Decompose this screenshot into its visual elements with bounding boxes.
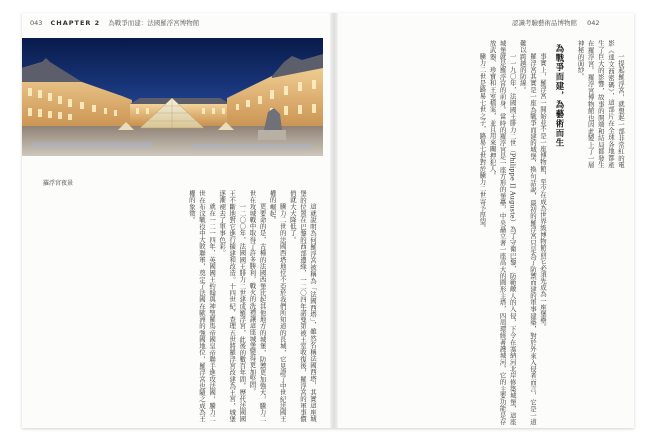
chapter-title: 為戰爭而建：法國羅浮宮博物館 — [108, 19, 200, 27]
right-intro-paragraph — [568, 40, 626, 168]
photo-caption: 羅浮宮夜景 — [43, 180, 74, 187]
body-paragraph: 騰力二世是路易七世之子，路易七世對於騰力二世寄予厚望。 — [478, 52, 487, 231]
intro-text: 一提起羅浮宮，就想起一部非常紅的電影《達文西密碼》，這部片在全球各地都產生了巨大的影響，故事的開端和結局都發生在羅浮宮。羅浮宮博物館也因此變上了一層神秘的面紗。 — [576, 40, 625, 168]
right-page-header — [512, 18, 600, 27]
right-body-text — [378, 40, 548, 425]
left-body-text — [40, 190, 318, 422]
body-paragraph: 這就說明為何羅浮宮被稱為「法國西塔」，雖然名稱法國西塔，其實這座城堡的位置在巴黎的西部邊緣，一二〇四年諾曼第被王室收復後，羅浮宮的軍事價值就大大降低了。 — [288, 190, 317, 422]
louvre-night-photo — [22, 38, 323, 156]
body-paragraph: 騰力二世的法國西塔地位不亞於我們所知道的長城，它見證了中世紀法國王權的崛起。 — [268, 190, 287, 422]
chapter-label: CHAPTER 2 — [50, 19, 101, 27]
left-page-header — [30, 18, 199, 27]
body-paragraph: 一一九〇年，法國國王腓力二世（Philippe II Auguste）為了守衛巴黎，防範敵人的入侵，下令在塞納河北岸修築城堡，這座城堡就是羅浮宮的前身。當時的羅浮宮是一座方形的堡壘，中央矗立著一座高大的圓形主塔，四周環繞著護城河，它的主要功能是存放武器、珍寶和王室檔案，並且用來關押犯人。 — [488, 40, 517, 425]
body-paragraph: 更要命的是，古種的法國西堡比起其他地方的城堡，防禦更加強大，騰力二世在攻城戰中取得了許多勝利，戰火的洗禮讓這座城堡變得更加堅固。 — [248, 190, 267, 422]
section-heading: 為戰爭而建，為藝術而生 — [555, 44, 565, 148]
right-page-number: 042 — [587, 19, 600, 27]
body-paragraph: 就在一二一四年，英國國王約翰與神聖羅馬帝國皇帝聯手進攻法國，騰力二世在布汶戰役中大敗聯軍，奠定了法國在歐洲的強國地位，羅浮宮也隨之成為王權的象徵。 — [187, 190, 217, 422]
left-page-number: 043 — [30, 19, 43, 27]
body-paragraph: 羅浮宮其實是一座為戰爭而建的城堡，換句話說，最初的羅浮宮只是為了防禦而建的軍事建築，對於外來入侵者而言，它是一道難以跨越的防線。 — [518, 40, 537, 425]
book-gutter — [330, 13, 338, 428]
body-paragraph: 一二〇〇年，法國國王腓力二世建成羅浮宮，此後的數百年間，歷代法國國王不斷地對它進行擴建和改造。十四世紀，查理五世將羅浮宮改建為王宮，城堡逐漸褪去了軍事色彩。 — [218, 190, 247, 422]
body-paragraph: 事實上，羅浮宮一開始並不是一座博物館，至少在成為世界級博物館前它必須先成為一座堡壘。 — [539, 52, 547, 330]
section-title: 認識考驗藝術品博物館 — [512, 19, 577, 27]
